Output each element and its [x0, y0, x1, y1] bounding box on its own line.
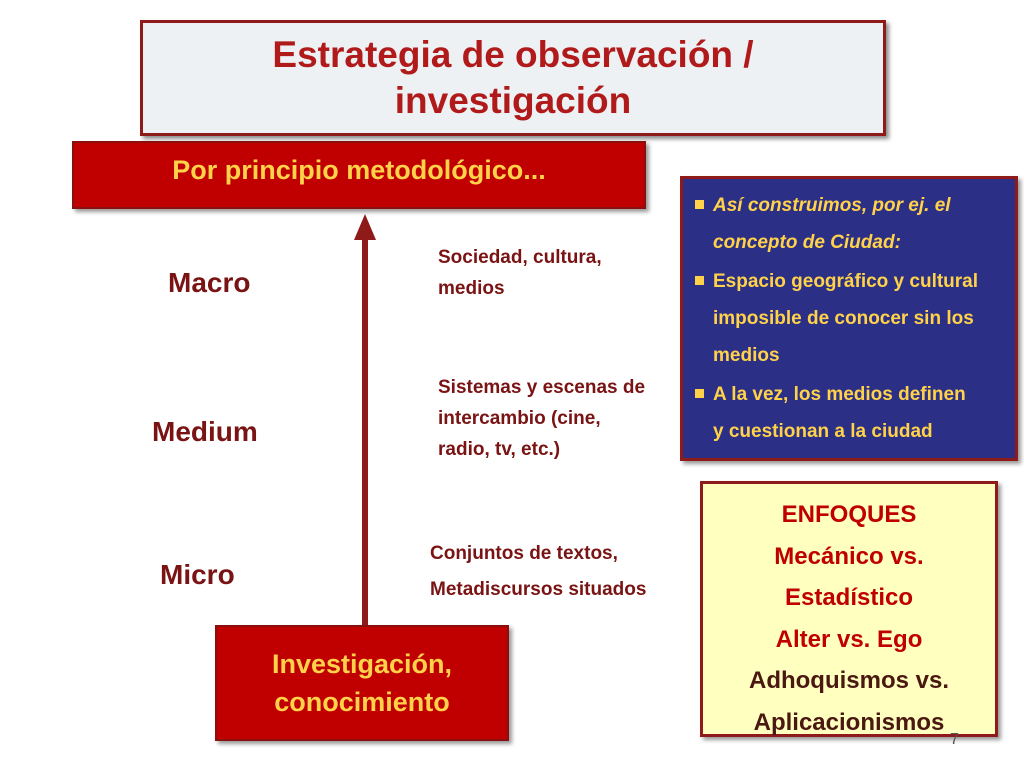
list-item — [695, 263, 1007, 374]
description-line: radio, tv, etc.) — [438, 439, 561, 460]
square-bullet-icon — [695, 200, 704, 209]
approaches-box — [700, 481, 998, 737]
list-item-line: Así construimos, por ej. el — [713, 195, 951, 216]
base-line-1: Investigación, — [271, 649, 453, 679]
description-line: Sociedad, cultura, — [438, 247, 602, 268]
level-description-macro — [438, 242, 602, 304]
approaches-heading: ENFOQUES — [781, 501, 917, 528]
slide-number: 7 — [950, 731, 959, 745]
list-item-line: concepto de Ciudad: — [713, 232, 901, 253]
approach-line: Estadístico — [784, 584, 914, 611]
square-bullet-icon — [695, 389, 704, 398]
base-line-2: conocimiento — [274, 687, 450, 717]
level-description-medium — [438, 372, 645, 465]
square-bullet-icon — [695, 276, 704, 285]
level-label-medium: Medium — [152, 416, 258, 447]
title-box — [140, 20, 886, 136]
city-concept-list — [683, 179, 1015, 450]
description-line: intercambio (cine, — [438, 408, 601, 429]
title-line-2: investigación — [394, 80, 632, 121]
list-item-line: Espacio geográfico y cultural — [713, 271, 979, 292]
level-label-micro: Micro — [160, 559, 235, 590]
title-line-1: Estrategia de observación / — [272, 34, 754, 75]
approach-line: Alter vs. Ego — [775, 625, 923, 653]
list-item-line: imposible de conocer sin los — [713, 308, 974, 329]
list-item-line: y cuestionan a la ciudad — [713, 421, 933, 442]
list-item — [695, 376, 1007, 450]
city-concept-box — [680, 176, 1018, 461]
principle-banner — [72, 141, 646, 209]
level-label-macro: Macro — [168, 267, 251, 298]
description-line: medios — [438, 278, 505, 299]
list-item-line: medios — [713, 345, 780, 366]
approach-line: Adhoquismos vs. — [748, 667, 950, 694]
level-description-micro — [430, 536, 646, 608]
list-item — [695, 187, 1007, 261]
description-line: Sistemas y escenas de — [438, 377, 646, 398]
description-line: Conjuntos de textos, — [430, 543, 618, 564]
base-box — [215, 625, 509, 741]
approach-line: Mecánico vs. — [774, 542, 924, 570]
up-arrow-icon — [350, 212, 380, 630]
list-item-line: A la vez, los medios definen — [713, 384, 966, 405]
approach-line: Aplicacionismos — [753, 708, 945, 736]
description-line: Metadiscursos situados — [430, 579, 647, 600]
principle-label: Por principio metodológico... — [172, 155, 546, 185]
